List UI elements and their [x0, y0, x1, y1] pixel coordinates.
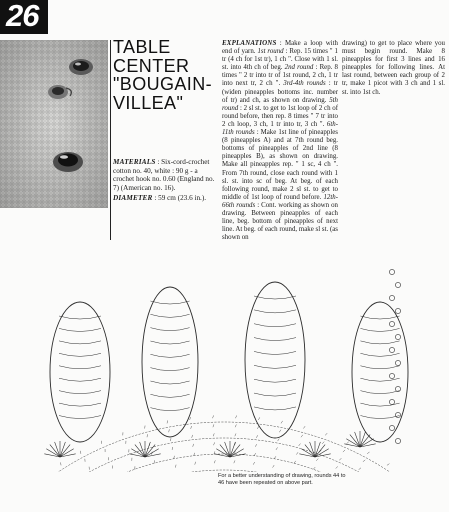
stitch-mark	[170, 438, 171, 441]
pineapple-row	[360, 353, 399, 356]
stitch-mark	[214, 442, 215, 445]
stitch-mark	[278, 439, 280, 441]
round-label: 5th round	[222, 96, 338, 112]
stitch-mark	[387, 464, 389, 466]
pineapple-row	[254, 324, 296, 327]
diameter-label: DIAMETER	[113, 194, 153, 203]
title-line: VILLEA"	[113, 92, 184, 113]
picot	[395, 334, 400, 339]
round-text: : Make 1st line of pineapples (8 pineapples A) and at 7th round beg. bottoms of pineapples of 2nd line (8 pineapples B), as shown on drawing. Make all pineapples rep. " 1 sc, 4 ch ". From 7th round, close each round with 1 sl. st. into sc of beg. At beg. of each following round, make 2 sl st. to get to middle of 1st loop of round before.	[222, 129, 338, 201]
stitch-mark	[359, 468, 361, 470]
stitch-mark	[303, 426, 305, 428]
pineapple-row	[254, 379, 296, 382]
fan-stitch	[60, 442, 65, 457]
title-line: "BOUGAIN-	[113, 74, 212, 94]
picot	[389, 269, 394, 274]
pineapple-row	[59, 328, 101, 331]
stitch-mark	[213, 415, 214, 418]
picot	[389, 295, 394, 300]
stitch-mark	[192, 435, 193, 438]
stitch-mark	[279, 430, 281, 432]
picot	[389, 321, 394, 326]
fan-stitch	[310, 442, 315, 457]
stitch-mark	[258, 417, 259, 420]
chain-round	[0, 470, 449, 472]
picot	[389, 347, 394, 352]
stitch-mark	[253, 462, 254, 465]
pineapple-outline	[245, 282, 305, 438]
explanations-label: EXPLANATIONS	[222, 40, 277, 47]
pineapple-row	[59, 353, 101, 356]
stitch-mark	[257, 426, 258, 429]
picot	[389, 373, 394, 378]
pineapple-row	[254, 338, 296, 341]
pineapple-row	[254, 365, 296, 368]
stitch-mark	[172, 447, 173, 450]
stitch-mark	[299, 444, 301, 446]
fan-stitch	[355, 432, 360, 447]
page-number: 26	[0, 0, 48, 34]
materials-text: : Six-cord-crochet cotton no. 40, white : 90 g - a crochet hook no. 0.60 (England no. 7) (American no. 16).	[113, 158, 215, 192]
stitch-mark	[294, 461, 296, 463]
pineapple-row	[59, 316, 101, 319]
fan-stitch	[55, 442, 60, 457]
picot	[395, 412, 400, 417]
pineapple-row	[360, 366, 399, 369]
round-text: : Cont. working as shown on drawing. Between pineapples of each line, beg. bottom of pineapples of next line. At beg. of each round, make sl st. (as shown on	[222, 201, 338, 242]
explanations-intro: : Make a loop with end of yarn.	[222, 40, 338, 56]
pattern-title	[113, 38, 223, 112]
stitch-mark	[195, 462, 196, 465]
round-text: : Rep. 15 times " 1 tr (4 ch for 1st tr), 1 ch ". Close with 1 sl. st. into 4th ch of beg.	[222, 48, 338, 72]
cup-bottom	[53, 152, 83, 172]
fan-stitch	[225, 442, 230, 457]
stitch-mark	[276, 447, 278, 449]
pineapple-row	[59, 341, 101, 344]
round-label: 12th-66th rounds	[222, 193, 338, 209]
pineapple-row	[254, 296, 296, 299]
pineapple-row	[59, 403, 101, 406]
pineapple-row	[150, 301, 189, 304]
pineapple-row	[150, 341, 189, 344]
pineapple-row	[59, 416, 101, 419]
fan-stitch	[360, 432, 365, 447]
stitch-mark	[363, 460, 365, 462]
stitch-mark	[339, 458, 341, 460]
stitch-mark	[169, 429, 170, 432]
pineapple-row	[254, 407, 296, 410]
pineapple-outline	[142, 287, 198, 437]
round-label: 6th-11th rounds	[222, 120, 338, 137]
stitch-mark	[235, 433, 236, 436]
stitch-mark	[343, 450, 345, 452]
pineapple-row	[59, 391, 101, 394]
pineapple-row	[254, 310, 296, 313]
pineapple-row	[150, 368, 189, 371]
pineapple-row	[150, 381, 189, 384]
pineapple-row	[59, 366, 101, 369]
picot	[395, 308, 400, 313]
stitch-mark	[234, 460, 235, 463]
pineapple-row	[360, 378, 399, 381]
stitch-mark	[347, 442, 349, 444]
stitch-mark	[325, 433, 327, 435]
pineapple-row	[360, 316, 399, 319]
stitch-mark	[214, 460, 215, 463]
stitch-mark	[254, 453, 255, 456]
pineapple-row	[59, 378, 101, 381]
pineapple-outline	[352, 302, 408, 442]
stitch-mark	[256, 435, 257, 438]
picot	[395, 438, 400, 443]
pineapple-row	[254, 351, 296, 354]
title-line: TABLE	[113, 37, 171, 57]
stitch-mark	[190, 417, 191, 420]
stitch-mark	[281, 421, 283, 423]
materials-label: MATERIALS	[113, 158, 156, 166]
stitch-mark	[193, 444, 194, 447]
stitch-mark	[273, 465, 275, 467]
pineapple-row	[150, 328, 189, 331]
stitch-mark	[213, 433, 214, 436]
crochet-chart	[0, 252, 449, 472]
fan-stitch	[230, 442, 235, 457]
pineapple-row	[360, 341, 399, 344]
round-text: : Rep. 8 times " 2 tr into tr of 1st round, 2 ch, 1 tr into next tr, 2 ch ".	[222, 64, 338, 88]
pineapple-row	[254, 393, 296, 396]
drawing-note: For a better understanding of drawing, rounds 44 to 46 have been repeated on above part.	[218, 473, 346, 486]
stitch-mark	[367, 452, 369, 454]
stitch-mark	[194, 453, 195, 456]
picot	[389, 399, 394, 404]
pineapple-outline	[50, 302, 110, 442]
picot	[395, 360, 400, 365]
stitch-mark	[191, 426, 192, 429]
stitch-mark	[235, 424, 236, 427]
pineapple-row	[150, 408, 189, 411]
picot	[395, 282, 400, 287]
stitch-mark	[174, 456, 175, 459]
round-label: 3rd-4th rounds	[283, 80, 326, 88]
diameter-text: : 59 cm (23.6 in.).	[154, 194, 207, 203]
stitch-mark	[301, 435, 303, 437]
pineapple-row	[150, 314, 189, 317]
stitch-mark	[313, 467, 315, 469]
title-line: CENTER	[113, 55, 190, 76]
pineapple-row	[150, 394, 189, 397]
divider-line	[110, 40, 111, 240]
materials-block	[113, 158, 215, 205]
stitch-mark	[296, 452, 298, 454]
chain-round	[0, 422, 449, 472]
round-label: 2nd round	[284, 64, 314, 72]
cup-top	[69, 59, 93, 75]
stitch-mark	[322, 442, 324, 444]
stitch-mark	[336, 466, 338, 468]
picot	[395, 386, 400, 391]
round-label: 1st round	[257, 48, 284, 56]
explanations-column-2: drawing) to get to place where you must begin round. Make 8 pineapples for first 3 lines and 16 pineapples for following lines. At last round, between each group of 2 tr, make 1 picot with 3 ch and 1 sl. st. into 1st ch.	[342, 40, 445, 96]
pineapple-row	[150, 354, 189, 357]
pineapple-row	[360, 391, 399, 394]
stitch-mark	[274, 456, 276, 458]
pineapple-row	[360, 416, 399, 419]
pineapple-row	[360, 328, 399, 331]
stitch-mark	[213, 424, 214, 427]
doily-photo	[0, 40, 108, 208]
stitch-mark	[167, 420, 168, 423]
round-text: : tr (widen pineapples bottoms inc. number of tr) and ch, as shown on drawing.	[222, 80, 338, 104]
explanations-column-1	[222, 40, 338, 242]
chain-round	[0, 454, 449, 472]
stitch-mark	[175, 465, 176, 468]
stitch-mark	[255, 444, 256, 447]
stitch-mark	[235, 415, 236, 418]
picot	[389, 425, 394, 430]
stitch-mark	[316, 459, 318, 461]
fan-stitch	[145, 442, 150, 457]
round-text: : 2 sl st. to get to 1st loop of 2 ch of round before, then rep. 8 times " 7 tr into 2 ch loop, 3 ch, 1 tr into tr, 3 ch ".	[222, 104, 338, 128]
